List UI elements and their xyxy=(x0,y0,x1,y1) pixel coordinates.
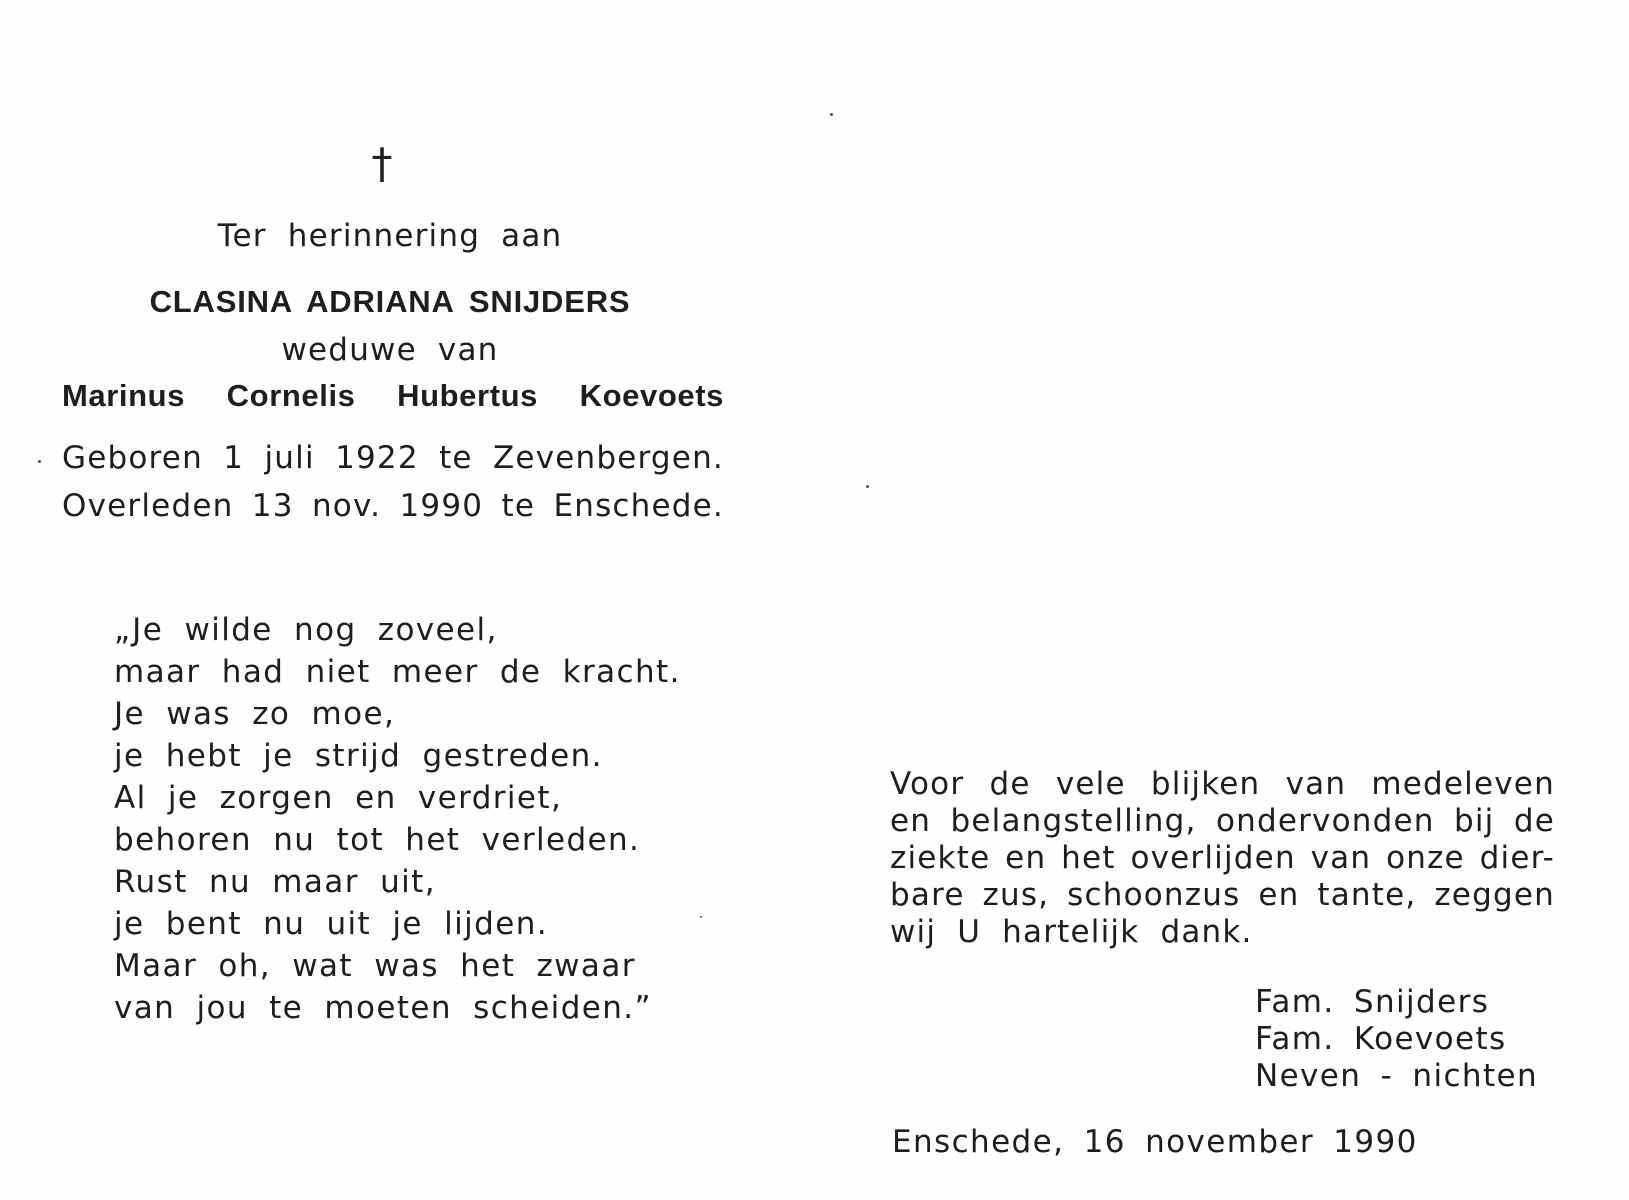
died-word: 1990 xyxy=(399,488,484,524)
thanks-word: van xyxy=(1310,840,1372,876)
thanks-word: bare xyxy=(890,877,965,913)
thanks-word: overlijden xyxy=(1130,840,1296,876)
born-word: Zevenbergen. xyxy=(493,440,724,476)
thanks-word: de xyxy=(989,766,1031,802)
deceased-name: CLASINA ADRIANA SNIJDERS xyxy=(149,284,631,319)
thanks-line xyxy=(890,840,1555,876)
thanks-word: zeggen xyxy=(1434,877,1555,913)
print-speck xyxy=(866,485,869,488)
born-word: Geboren xyxy=(62,440,203,476)
poem-line: van jou te moeten scheiden.” xyxy=(114,990,653,1026)
thanks-word: ondervonden xyxy=(1215,803,1435,839)
poem-line: Maar oh, wat was het zwaar xyxy=(114,948,636,984)
thanks-word: van xyxy=(1285,766,1347,802)
born-word: juli xyxy=(264,440,315,476)
spouse-name xyxy=(62,378,724,414)
died-line xyxy=(62,488,724,524)
thanks-line-last: wij U hartelijk dank. xyxy=(890,914,1253,950)
born-word: 1922 xyxy=(335,440,419,476)
thanks-word: belangstelling, xyxy=(950,803,1197,839)
thanks-word: ziekte xyxy=(890,840,991,876)
thanks-word: en xyxy=(890,803,932,839)
born-word: te xyxy=(439,440,473,476)
died-word: te xyxy=(501,488,536,524)
thanks-word: de xyxy=(1513,803,1555,839)
thanks-word: blijken xyxy=(1150,766,1261,802)
thanks-word: tante, xyxy=(1317,877,1417,913)
poem-line: Je was zo moe, xyxy=(114,696,396,732)
thanks-word: dier- xyxy=(1479,840,1555,876)
print-speck xyxy=(700,916,702,918)
print-speck xyxy=(830,113,833,116)
thanks-word: medeleven xyxy=(1371,766,1555,802)
poem-line: je hebt je strijd gestreden. xyxy=(114,738,603,774)
thanks-word: vele xyxy=(1055,766,1126,802)
born-line xyxy=(62,440,724,476)
signature-line: Fam. Koevoets xyxy=(1255,1021,1507,1057)
thanks-word: zus, xyxy=(982,877,1050,913)
signature-line: Neven - nichten xyxy=(1255,1058,1539,1094)
print-speck xyxy=(38,460,41,463)
cross-icon: † xyxy=(371,139,393,188)
died-word: Overleden xyxy=(62,488,234,524)
thanks-word: het xyxy=(1061,840,1116,876)
thanks-line xyxy=(890,803,1555,839)
spouse-name-word: Cornelis xyxy=(226,378,356,413)
poem-line: „Je wilde nog zoveel, xyxy=(114,612,498,648)
thanks-word: en xyxy=(1005,840,1047,876)
widow-of-text: weduwe van xyxy=(281,332,499,368)
intro-text: Ter herinnering aan xyxy=(217,218,563,254)
spouse-name-word: Hubertus xyxy=(397,378,538,413)
poem-line: Al je zorgen en verdriet, xyxy=(114,780,563,816)
thanks-word: onze xyxy=(1386,840,1465,876)
poem-line: Rust nu maar uit, xyxy=(114,864,436,900)
thanks-line xyxy=(890,877,1555,913)
died-word: 13 xyxy=(251,488,294,524)
born-word: 1 xyxy=(223,440,245,476)
thanks-word: bij xyxy=(1453,803,1495,839)
spouse-name-word: Marinus xyxy=(62,378,186,413)
thanks-line xyxy=(890,766,1555,802)
poem-line: maar had niet meer de kracht. xyxy=(114,654,681,690)
thanks-word: schoonzus xyxy=(1067,877,1241,913)
spouse-name-word: Koevoets xyxy=(579,378,724,413)
thanks-word: Voor xyxy=(890,766,965,802)
thanks-word: en xyxy=(1258,877,1300,913)
died-word: Enschede. xyxy=(553,488,724,524)
signature-line: Fam. Snijders xyxy=(1255,984,1490,1020)
poem-line: behoren nu tot het verleden. xyxy=(114,822,641,858)
poem-line: je bent nu uit je lijden. xyxy=(114,906,548,942)
died-word: nov. xyxy=(311,488,382,524)
place-date: Enschede, 16 november 1990 xyxy=(892,1124,1418,1160)
